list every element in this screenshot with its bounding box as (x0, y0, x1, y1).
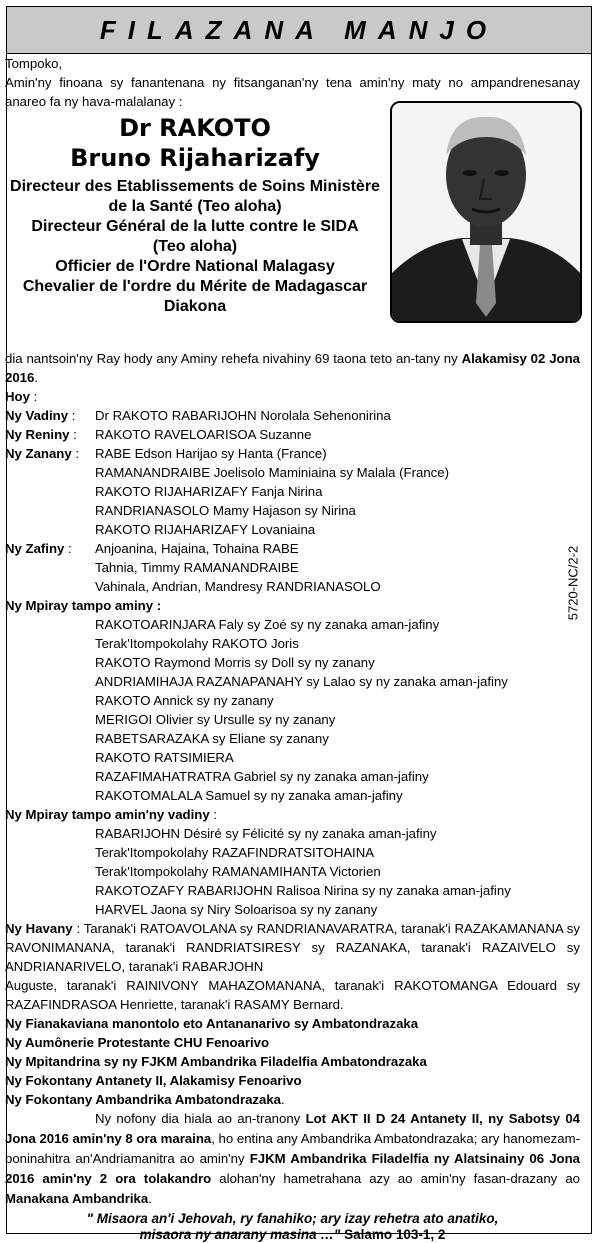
position-line: Diakona (163, 298, 227, 315)
position-line: (Teo aloha) (152, 238, 238, 255)
family-row-zafiny: Ny Zafiny : Anjoanina, Hajaina, Tohaina RABE (5, 541, 299, 556)
mpiray-vadiny-line: Ny Mpiray tampo amin'ny vadiny : (5, 807, 217, 822)
list-item: Vahinala, Andrian, Mandresy RANDRIANASOLO (95, 579, 381, 594)
burial-place: Manakana Ambandrika (5, 1191, 149, 1206)
list-item: RAKOTO Annick sy ny zanany (95, 693, 274, 708)
death-notice: dia nantsoin'ny Ray hody any Aminy rehefa nivahiny 69 taona teto an-tany ny Alakamisy 02 Jona 2016. (5, 351, 580, 385)
position-line: Chevalier de l'ordre du Mérite de Madagascar (22, 278, 368, 295)
list-item: RAKOTO RIJAHARIZAFY Lovaniaina (95, 522, 316, 537)
institution-line: Ny Fianakaviana manontolo eto Antananarivo sy Ambatondrazaka (5, 1016, 419, 1031)
header-title: FILAZANA MANJO (99, 14, 499, 45)
position-line: Directeur des Etablissements de Soins Ministère (10, 178, 380, 195)
deceased-titles (5, 111, 385, 317)
funeral-church: FJKM Ambandrika Filadelfia ny Alatsinainy 06 Jona 2016 amin'ny 2 ora tolakandro (5, 1151, 580, 1186)
portrait-image (392, 103, 580, 321)
list-item: MERIGOI Olivier sy Ursulle sy ny zanany (95, 712, 336, 727)
deceased-name-line2: Bruno Rijaharizafy (70, 144, 320, 172)
hoy-line: Hoy : (5, 389, 38, 404)
list-item: RAMANANDRAIBE Joelisolo Maminiaina sy Malala (France) (95, 465, 449, 480)
institution-line: Ny Fokontany Ambandrika Ambatondrazaka. (5, 1092, 285, 1107)
havany-paragraph: Ny Havany : Taranak'i RATOAVOLANA sy RANDRIANAVARATRA, taranak'i RAZAKAMANANA sy RAVONIMANANA, taranak'i RANDRIATSIRESY sy RAZANAKA, taranak'i RAZAIVELO sy ANDRIANARIVELO, taranak'i RABARJOHN (5, 921, 580, 974)
list-item: HARVEL Jaona sy Niry Soloarisoa sy ny zanany (95, 902, 378, 917)
obituary-content (5, 54, 580, 1243)
list-item: RAKOTOZAFY RABARIJOHN Ralisoa Nirina sy ny zanaka aman-jafiny (95, 883, 511, 898)
list-item: RAKOTOARINJARA Faly sy Zoé sy ny zanaka aman-jafiny (95, 617, 440, 632)
death-date: Alakamisy 02 Jona 2016 (5, 351, 580, 385)
list-item: RANDRIANASOLO Mamy Hajason sy Nirina (95, 503, 356, 518)
funeral-paragraph: Ny nofony dia hiala ao an-tranony Lot AKT II D 24 Antanety II, ny Sabotsy 04 Jona 2016 amin'ny 8 ora maraina, ho entina any Ambandrika Ambatondrazaka; ary hanomezam-boninahitra an'Andriamanitra ao amin'ny FJKM Ambandrika Filadelfia ny Alatsinainy 06 Jona 2016 amin'ny 2 ora tolakandro alohan'ny hametrahana azy ao amin'ny fasan-drazany ao Manakana Ambandrika. (5, 1111, 580, 1206)
deceased-positions (5, 177, 385, 317)
institution-line: Ny Aumônerie Protestante CHU Fenoarivo (5, 1035, 270, 1050)
list-item: RAZAFIMAHATRATRA Gabriel sy ny zanaka aman-jafiny (95, 769, 429, 784)
position-line: de la Santé (Teo aloha) (108, 198, 282, 215)
list-item: Terak'Itompokolahy RAMANAMIHANTA Victorien (95, 864, 381, 879)
greeting: Tompoko, (5, 56, 63, 71)
list-item: Terak'Itompokolahy RAZAFINDRATSITOHAINA (95, 845, 375, 860)
quote-reference: Salamo 103-1, 2 (340, 1227, 446, 1242)
list-item: RABETSARAZAKA sy Eliane sy zanany (95, 731, 329, 746)
mpiray-label: Ny Mpiray tampo aminy : (5, 598, 162, 613)
obituary-header (7, 7, 591, 54)
funeral-address: Lot AKT II D 24 Antanety II, ny Sabotsy 04 Jona 2016 amin'ny 8 ora maraina (5, 1111, 580, 1146)
list-item: RABARIJOHN Désiré sy Félicité sy ny zanaka aman-jafiny (95, 826, 437, 841)
list-item: RAKOTO Raymond Morris sy Doll sy ny zanany (95, 655, 375, 670)
position-line: Officier de l'Ordre National Malagasy (55, 258, 335, 275)
family-row-vadiny: Ny Vadiny : Dr RAKOTO RABARIJOHN Norolala Sehenonirina (5, 408, 391, 423)
deceased-block (5, 111, 580, 349)
family-row-zanany: Ny Zanany : RABE Edson Harijao sy Hanta (France) (5, 446, 327, 461)
deceased-photo (390, 101, 582, 323)
ad-reference: 5720-NC/2-2 (565, 545, 581, 621)
position-line: Directeur Général de la lutte contre le SIDA (31, 218, 359, 235)
institution-line: Ny Fokontany Antanety II, Alakamisy Fenoarivo (5, 1073, 302, 1088)
deceased-name-line1: Dr RAKOTO (119, 114, 271, 142)
list-item: RAKOTOMALALA Samuel sy ny zanaka aman-jafiny (95, 788, 403, 803)
list-item: RAKOTO RIJAHARIZAFY Fanja Nirina (95, 484, 323, 499)
list-item: ANDRIAMIHAJA RAZANAPANAHY sy Lalao sy ny zanaka aman-jafiny (95, 674, 508, 689)
list-item: Tahnia, Timmy RAMANANDRAIBE (95, 560, 299, 575)
list-item: RAKOTO RATSIMIERA (95, 750, 234, 765)
institution-line: Ny Mpitandrina sy ny FJKM Ambandrika Filadelfia Ambatondrazaka (5, 1054, 427, 1069)
family-row-reniny: Ny Reniny : RAKOTO RAVELOARISOA Suzanne (5, 427, 312, 442)
list-item: Terak'Itompokolahy RAKOTO Joris (95, 636, 299, 651)
intro-text: Amin'ny finoana sy fanantenana ny fitsanganan'ny tena amin'ny maty no ampandrenesanay anareo fa ny hava-malalanay : (5, 75, 580, 109)
bible-quote: " Misaora an'i Jehovah, ry fanahiko; ary izay rehetra ato anatiko, misaora ny anarany masina …" Salamo 103-1, 2 (86, 1211, 499, 1242)
havany-paragraph-2: Auguste, taranak'i RAINIVONY MAHAZOMANANA, taranak'i RAKOTOMANGA Edouard sy RAZAFINDRASOA Henriette, taranak'i RASAMY Bernard. (5, 978, 580, 1012)
